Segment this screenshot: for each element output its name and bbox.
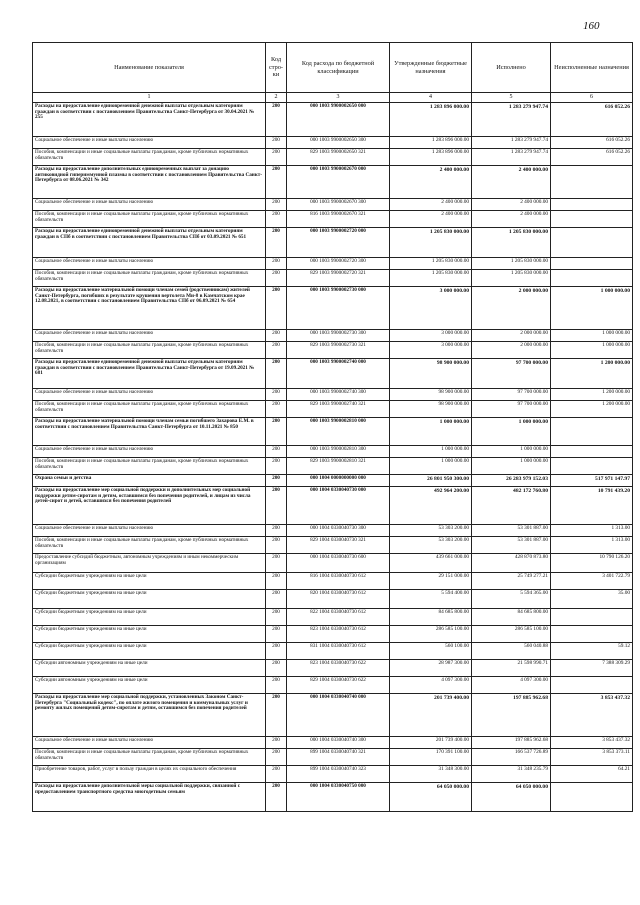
row-approved-cell: 2 400 000.00 <box>390 165 472 198</box>
row-unexecuted-cell: 10 790 126.20 <box>551 553 633 572</box>
table-row <box>33 486 633 524</box>
row-executed-cell: 286 585 100.00 <box>472 625 551 642</box>
row-unexecuted-cell: 1 000 000.00 <box>551 329 633 341</box>
row-executed-cell: 84 685 800.00 <box>472 608 551 625</box>
row-line-code-cell: 200 <box>266 572 287 589</box>
column-number-row <box>33 93 633 103</box>
row-line-code-cell: 200 <box>266 388 287 400</box>
table-row <box>33 329 633 341</box>
row-name-cell: Пособия, компенсации и иные социальные выплаты гражданам, кроме публичных нормативных обязательств <box>33 457 266 474</box>
row-line-code-cell: 200 <box>266 524 287 536</box>
row-expense-code-cell: 816 1004 0330040730 612 <box>287 572 390 589</box>
row-expense-code-cell: 899 1004 0330040740 323 <box>287 765 390 782</box>
table-row <box>33 269 633 286</box>
row-unexecuted-cell <box>551 210 633 227</box>
row-name-cell: Пособия, компенсации и иные социальные выплаты гражданам, кроме публичных нормативных обязательств <box>33 341 266 358</box>
table-row <box>33 227 633 257</box>
row-expense-code-cell: 000 1003 9900002810 000 <box>287 417 390 445</box>
row-line-code-cell: 200 <box>266 210 287 227</box>
row-line-code-cell: 200 <box>266 136 287 148</box>
row-executed-cell: 97 700 000.00 <box>472 388 551 400</box>
row-unexecuted-cell <box>551 165 633 198</box>
row-executed-cell: 2 000 000.00 <box>472 286 551 329</box>
row-unexecuted-cell: 517 971 147.97 <box>551 474 633 486</box>
row-name-cell: Пособия, компенсации и иные социальные выплаты гражданам, кроме публичных нормативных обязательств <box>33 536 266 553</box>
row-name-cell: Социальное обеспечение и иные выплаты населению <box>33 136 266 148</box>
table-row <box>33 341 633 358</box>
row-approved-cell: 1 283 896 000.00 <box>390 148 472 165</box>
row-line-code-cell: 200 <box>266 474 287 486</box>
row-executed-cell: 1 205 830 000.00 <box>472 257 551 269</box>
column-number: 2 <box>266 93 287 103</box>
row-unexecuted-cell: 35.00 <box>551 589 633 608</box>
row-approved-cell: 1 000 000.00 <box>390 445 472 457</box>
table-row <box>33 198 633 210</box>
row-name-cell: Субсидии бюджетным учреждениям на иные цели <box>33 642 266 659</box>
row-line-code-cell: 200 <box>266 445 287 457</box>
row-unexecuted-cell <box>551 782 633 811</box>
table-row <box>33 136 633 148</box>
row-expense-code-cell: 000 1003 9900002720 000 <box>287 227 390 257</box>
row-approved-cell: 4 097 300.00 <box>390 676 472 693</box>
row-name-cell: Расходы на предоставление мер социальной поддержки, установленных Законом Санкт-Петербурга "Социальный кодекс", по оплате жилого помещения и коммунальных услуг и ремонту жилых помещений детям-сиротам и детям, оставшимся без попечения родителей <box>33 693 266 736</box>
row-name-cell: Пособия, компенсации и иные социальные выплаты гражданам, кроме публичных нормативных обязательств <box>33 148 266 165</box>
row-expense-code-cell: 829 1003 9900002650 321 <box>287 148 390 165</box>
row-line-code-cell: 200 <box>266 358 287 388</box>
row-approved-cell: 2 400 000.00 <box>390 210 472 227</box>
row-approved-cell: 560 100.00 <box>390 642 472 659</box>
row-expense-code-cell: 829 1004 0330040730 321 <box>287 536 390 553</box>
row-executed-cell: 2 400 000.00 <box>472 210 551 227</box>
row-executed-cell: 25 749 277.21 <box>472 572 551 589</box>
row-line-code-cell: 200 <box>266 693 287 736</box>
row-name-cell: Расходы на предоставление единовременной денежной выплаты отдельным категориям граждан в СПб в соответствии с постановлением Правительства СПб от 03.09.2021 № 651 <box>33 227 266 257</box>
row-unexecuted-cell: 7 388 309.29 <box>551 659 633 676</box>
row-approved-cell: 286 585 100.00 <box>390 625 472 642</box>
row-name-cell: Социальное обеспечение и иные выплаты населению <box>33 388 266 400</box>
row-expense-code-cell: 000 1003 9900002670 300 <box>287 198 390 210</box>
row-unexecuted-cell <box>551 676 633 693</box>
row-unexecuted-cell: 616 052.26 <box>551 102 633 136</box>
row-expense-code-cell: 829 1003 9900002740 321 <box>287 400 390 417</box>
row-expense-code-cell: 000 1003 9900002810 300 <box>287 445 390 457</box>
row-approved-cell: 84 685 800.00 <box>390 608 472 625</box>
row-executed-cell: 1 283 279 947.74 <box>472 102 551 136</box>
row-name-cell: Субсидии бюджетным учреждениям на иные цели <box>33 625 266 642</box>
column-number: 4 <box>390 93 472 103</box>
column-number: 6 <box>551 93 633 103</box>
row-line-code-cell: 200 <box>266 625 287 642</box>
row-unexecuted-cell <box>551 198 633 210</box>
row-executed-cell: 1 000 000.00 <box>472 445 551 457</box>
row-line-code-cell: 200 <box>266 589 287 608</box>
row-executed-cell: 482 172 760.80 <box>472 486 551 524</box>
table-row <box>33 417 633 445</box>
row-approved-cell: 2 400 000.00 <box>390 198 472 210</box>
row-approved-cell: 31 348 300.00 <box>390 765 472 782</box>
row-line-code-cell: 200 <box>266 198 287 210</box>
row-line-code-cell: 200 <box>266 536 287 553</box>
row-approved-cell: 201 739 400.00 <box>390 736 472 748</box>
row-expense-code-cell: 000 1003 9900002650 000 <box>287 102 390 136</box>
table-row <box>33 358 633 388</box>
row-unexecuted-cell: 3 401 722.79 <box>551 572 633 589</box>
table-row <box>33 765 633 782</box>
table-row <box>33 676 633 693</box>
row-executed-cell: 1 000 000.00 <box>472 417 551 445</box>
row-approved-cell: 3 000 000.00 <box>390 341 472 358</box>
row-expense-code-cell: 000 1004 0000000000 000 <box>287 474 390 486</box>
row-expense-code-cell: 000 1003 9900002730 000 <box>287 286 390 329</box>
row-approved-cell: 53 303 200.00 <box>390 524 472 536</box>
header-approved: Утвержденные бюджетные назначения <box>390 43 472 93</box>
row-executed-cell: 31 348 235.79 <box>472 765 551 782</box>
row-expense-code-cell: 820 1004 0330040730 612 <box>287 589 390 608</box>
row-approved-cell: 28 987 300.00 <box>390 659 472 676</box>
row-executed-cell: 560 040.88 <box>472 642 551 659</box>
header-executed: Исполнено <box>472 43 551 93</box>
row-name-cell: Социальное обеспечение и иные выплаты населению <box>33 524 266 536</box>
row-name-cell: Пособия, компенсации и иные социальные выплаты гражданам, кроме публичных нормативных обязательств <box>33 269 266 286</box>
row-approved-cell: 1 205 830 000.00 <box>390 257 472 269</box>
row-expense-code-cell: 000 1003 9900002730 300 <box>287 329 390 341</box>
header-line-code: Код стро-ки <box>266 43 287 93</box>
row-name-cell: Социальное обеспечение и иные выплаты населению <box>33 445 266 457</box>
row-name-cell: Субсидии бюджетным учреждениям на иные цели <box>33 572 266 589</box>
row-line-code-cell: 200 <box>266 642 287 659</box>
row-approved-cell: 201 739 400.00 <box>390 693 472 736</box>
row-expense-code-cell: 829 1004 0330040730 622 <box>287 676 390 693</box>
row-approved-cell: 439 661 000.00 <box>390 553 472 572</box>
row-line-code-cell: 200 <box>266 227 287 257</box>
row-approved-cell: 29 151 000.00 <box>390 572 472 589</box>
row-line-code-cell: 200 <box>266 553 287 572</box>
row-approved-cell: 1 205 830 000.00 <box>390 269 472 286</box>
row-line-code-cell: 200 <box>266 457 287 474</box>
row-unexecuted-cell: 3 853 437.32 <box>551 693 633 736</box>
row-name-cell: Пособия, компенсации и иные социальные выплаты гражданам, кроме публичных нормативных обязательств <box>33 400 266 417</box>
row-executed-cell: 197 885 962.68 <box>472 693 551 736</box>
table-row <box>33 457 633 474</box>
row-line-code-cell: 200 <box>266 102 287 136</box>
header-unexecuted: Неисполненные назначения <box>551 43 633 93</box>
row-expense-code-cell: 000 1004 0330040730 300 <box>287 524 390 536</box>
row-expense-code-cell: 000 1003 9900002740 300 <box>287 388 390 400</box>
row-line-code-cell: 200 <box>266 736 287 748</box>
row-name-cell: Субсидии бюджетным учреждениям на иные цели <box>33 589 266 608</box>
row-expense-code-cell: 829 1003 9900002720 321 <box>287 269 390 286</box>
row-line-code-cell: 200 <box>266 417 287 445</box>
row-expense-code-cell: 816 1003 9900002670 321 <box>287 210 390 227</box>
row-approved-cell: 98 900 000.00 <box>390 388 472 400</box>
table-row <box>33 536 633 553</box>
table-row <box>33 693 633 736</box>
row-unexecuted-cell: 64.21 <box>551 765 633 782</box>
row-name-cell: Приобретение товаров, работ, услуг в пользу граждан в целях их социального обеспечения <box>33 765 266 782</box>
row-unexecuted-cell: 1 200 000.00 <box>551 400 633 417</box>
row-unexecuted-cell: 3 853 373.11 <box>551 748 633 765</box>
row-name-cell: Социальное обеспечение и иные выплаты населению <box>33 257 266 269</box>
row-executed-cell: 53 301 887.00 <box>472 524 551 536</box>
row-executed-cell: 21 598 990.71 <box>472 659 551 676</box>
row-executed-cell: 428 870 873.80 <box>472 553 551 572</box>
row-name-cell: Субсидии автономным учреждениям на иные цели <box>33 659 266 676</box>
row-approved-cell: 1 283 896 000.00 <box>390 136 472 148</box>
row-line-code-cell: 200 <box>266 329 287 341</box>
table-row <box>33 659 633 676</box>
row-unexecuted-cell <box>551 269 633 286</box>
column-number: 3 <box>287 93 390 103</box>
row-approved-cell: 1 000 000.00 <box>390 417 472 445</box>
row-line-code-cell: 200 <box>266 165 287 198</box>
row-expense-code-cell: 000 1003 9900002650 300 <box>287 136 390 148</box>
row-line-code-cell: 200 <box>266 659 287 676</box>
row-name-cell: Субсидии бюджетным учреждениям на иные цели <box>33 608 266 625</box>
row-unexecuted-cell: 1 200 000.00 <box>551 358 633 388</box>
header-expense-code: Код расхода по бюджетной классификации <box>287 43 390 93</box>
row-expense-code-cell: 000 1004 0330040730 000 <box>287 486 390 524</box>
table-row <box>33 474 633 486</box>
row-unexecuted-cell: 616 052.26 <box>551 136 633 148</box>
row-approved-cell: 53 303 200.00 <box>390 536 472 553</box>
row-line-code-cell: 200 <box>266 676 287 693</box>
row-expense-code-cell: 823 1004 0330040730 622 <box>287 659 390 676</box>
row-name-cell: Расходы на предоставление материальной помощи членам семей (родственникам) жителей Санкт-Петербурга, погибших в результате крушения вертолета Ми-8 в Камчатском крае 12.08.2021, в соответствии с постановлением Правительства СПб от 06.09.2021 № 654 <box>33 286 266 329</box>
row-executed-cell: 97 700 000.00 <box>472 400 551 417</box>
row-unexecuted-cell <box>551 608 633 625</box>
row-unexecuted-cell <box>551 417 633 445</box>
row-expense-code-cell: 822 1004 0330040730 612 <box>287 608 390 625</box>
table-row <box>33 165 633 198</box>
row-line-code-cell: 200 <box>266 765 287 782</box>
row-executed-cell: 2 400 000.00 <box>472 198 551 210</box>
row-name-cell: Охрана семьи и детства <box>33 474 266 486</box>
table-row <box>33 782 633 811</box>
table-row <box>33 608 633 625</box>
row-line-code-cell: 200 <box>266 608 287 625</box>
row-executed-cell: 197 885 962.68 <box>472 736 551 748</box>
row-approved-cell: 98 900 000.00 <box>390 400 472 417</box>
row-line-code-cell: 200 <box>266 148 287 165</box>
table-row <box>33 748 633 765</box>
column-number: 5 <box>472 93 551 103</box>
row-name-cell: Пособия, компенсации и иные социальные выплаты гражданам, кроме публичных нормативных обязательств <box>33 748 266 765</box>
row-line-code-cell: 200 <box>266 269 287 286</box>
row-expense-code-cell: 831 1004 0330040730 612 <box>287 642 390 659</box>
table-row <box>33 286 633 329</box>
row-name-cell: Расходы на предоставление мер социальной поддержки и дополнительных мер социальной поддержки детям-сиротам и детям, оставшимся без попечения родителей, и лицам из числа детей-сирот и детей, оставшихся без попечения родителей <box>33 486 266 524</box>
row-approved-cell: 5 594 400.00 <box>390 589 472 608</box>
row-name-cell: Расходы на предоставление единовременной денежной выплаты отдельным категориям граждан в соответствии с постановлением Правительства Санкт-Петербурга от 19.09.2021 № 681 <box>33 358 266 388</box>
row-expense-code-cell: 829 1003 9900002730 321 <box>287 341 390 358</box>
header-row <box>33 43 633 93</box>
row-unexecuted-cell: 1 000 000.00 <box>551 341 633 358</box>
row-executed-cell: 4 097 300.00 <box>472 676 551 693</box>
row-expense-code-cell: 000 1004 0330040740 000 <box>287 693 390 736</box>
row-approved-cell: 3 000 000.00 <box>390 286 472 329</box>
table-row <box>33 642 633 659</box>
row-executed-cell: 1 000 000.00 <box>472 457 551 474</box>
row-unexecuted-cell: 10 791 439.20 <box>551 486 633 524</box>
row-expense-code-cell: 000 1004 0330040730 600 <box>287 553 390 572</box>
row-expense-code-cell: 000 1003 9900002740 000 <box>287 358 390 388</box>
row-approved-cell: 3 000 000.00 <box>390 329 472 341</box>
row-executed-cell: 97 700 000.00 <box>472 358 551 388</box>
row-executed-cell: 53 301 887.00 <box>472 536 551 553</box>
row-name-cell: Социальное обеспечение и иные выплаты населению <box>33 736 266 748</box>
row-unexecuted-cell: 59.12 <box>551 642 633 659</box>
row-expense-code-cell: 000 1003 9900002720 300 <box>287 257 390 269</box>
row-executed-cell: 64 050 000.00 <box>472 782 551 811</box>
table-row <box>33 148 633 165</box>
column-number: 1 <box>33 93 266 103</box>
row-name-cell: Социальное обеспечение и иные выплаты населению <box>33 329 266 341</box>
row-unexecuted-cell: 1 313.00 <box>551 536 633 553</box>
row-line-code-cell: 200 <box>266 486 287 524</box>
row-name-cell: Субсидии автономным учреждениям на иные цели <box>33 676 266 693</box>
table-row <box>33 572 633 589</box>
header-name: Наименование показателя <box>33 43 266 93</box>
row-name-cell: Расходы на предоставление единовременной денежной выплаты отдельным категориям граждан в соответствии с постановлением Правительства Санкт-Петербурга от 30.04.2021 № 255 <box>33 102 266 136</box>
row-unexecuted-cell <box>551 227 633 257</box>
row-executed-cell: 2 400 000.00 <box>472 165 551 198</box>
row-line-code-cell: 200 <box>266 782 287 811</box>
page-number: 160 <box>583 20 600 32</box>
row-name-cell: Социальное обеспечение и иные выплаты населению <box>33 198 266 210</box>
row-name-cell: Пособия, компенсации и иные социальные выплаты гражданам, кроме публичных нормативных обязательств <box>33 210 266 227</box>
row-unexecuted-cell: 3 853 437.32 <box>551 736 633 748</box>
row-approved-cell: 98 900 000.00 <box>390 358 472 388</box>
row-approved-cell: 1 000 000.00 <box>390 457 472 474</box>
table-row <box>33 400 633 417</box>
table-row <box>33 553 633 572</box>
row-expense-code-cell: 000 1004 0330040750 000 <box>287 782 390 811</box>
row-name-cell: Предоставление субсидий бюджетным, автономным учреждениям и иным некоммерческим организациям <box>33 553 266 572</box>
row-approved-cell: 170 391 100.00 <box>390 748 472 765</box>
row-line-code-cell: 200 <box>266 257 287 269</box>
row-unexecuted-cell: 616 052.26 <box>551 148 633 165</box>
budget-execution-table <box>32 42 633 812</box>
row-executed-cell: 2 000 000.00 <box>472 329 551 341</box>
row-approved-cell: 26 801 950 300.00 <box>390 474 472 486</box>
table-row <box>33 524 633 536</box>
row-unexecuted-cell: 1 200 000.00 <box>551 388 633 400</box>
row-unexecuted-cell <box>551 625 633 642</box>
row-line-code-cell: 200 <box>266 748 287 765</box>
row-approved-cell: 64 050 000.00 <box>390 782 472 811</box>
table-row <box>33 210 633 227</box>
row-line-code-cell: 200 <box>266 286 287 329</box>
row-executed-cell: 1 205 830 000.00 <box>472 269 551 286</box>
table-row <box>33 445 633 457</box>
row-name-cell: Расходы на предоставление материальной помощи членам семьи погибшего Захарова Е.М. в соответствии с постановлением Правительства Санкт-Петербурга от 10.11.2021 № 850 <box>33 417 266 445</box>
row-executed-cell: 1 283 279 947.74 <box>472 148 551 165</box>
table-row <box>33 102 633 136</box>
row-line-code-cell: 200 <box>266 400 287 417</box>
table-row <box>33 388 633 400</box>
row-unexecuted-cell: 1 000 000.00 <box>551 286 633 329</box>
row-executed-cell: 1 283 279 947.74 <box>472 136 551 148</box>
table-body <box>33 102 633 811</box>
row-executed-cell: 26 283 979 152.03 <box>472 474 551 486</box>
row-line-code-cell: 200 <box>266 341 287 358</box>
row-unexecuted-cell: 1 313.00 <box>551 524 633 536</box>
row-unexecuted-cell <box>551 445 633 457</box>
row-executed-cell: 2 000 000.00 <box>472 341 551 358</box>
row-name-cell: Расходы на предоставление дополнительной меры социальной поддержки, связанной с предоставлением транспортного средства многодетным семьям <box>33 782 266 811</box>
row-executed-cell: 166 537 726.89 <box>472 748 551 765</box>
row-approved-cell: 492 964 200.00 <box>390 486 472 524</box>
row-expense-code-cell: 899 1004 0330040740 321 <box>287 748 390 765</box>
row-executed-cell: 1 205 830 000.00 <box>472 227 551 257</box>
row-expense-code-cell: 000 1003 9900002670 000 <box>287 165 390 198</box>
row-expense-code-cell: 823 1004 0330040730 612 <box>287 625 390 642</box>
row-unexecuted-cell <box>551 257 633 269</box>
table-row <box>33 589 633 608</box>
row-approved-cell: 1 283 896 000.00 <box>390 102 472 136</box>
row-approved-cell: 1 205 830 000.00 <box>390 227 472 257</box>
table-row <box>33 257 633 269</box>
row-expense-code-cell: 000 1004 0330040740 300 <box>287 736 390 748</box>
table-row <box>33 736 633 748</box>
table-row <box>33 625 633 642</box>
row-expense-code-cell: 829 1003 9900002810 321 <box>287 457 390 474</box>
row-executed-cell: 5 594 365.00 <box>472 589 551 608</box>
row-unexecuted-cell <box>551 457 633 474</box>
row-name-cell: Расходы на предоставление дополнительных единовременных выплат за донацию антиковидной гипериммунной плазмы в соответствии с постановлением Правительства Санкт-Петербурга от 08.06.2021 № 342 <box>33 165 266 198</box>
